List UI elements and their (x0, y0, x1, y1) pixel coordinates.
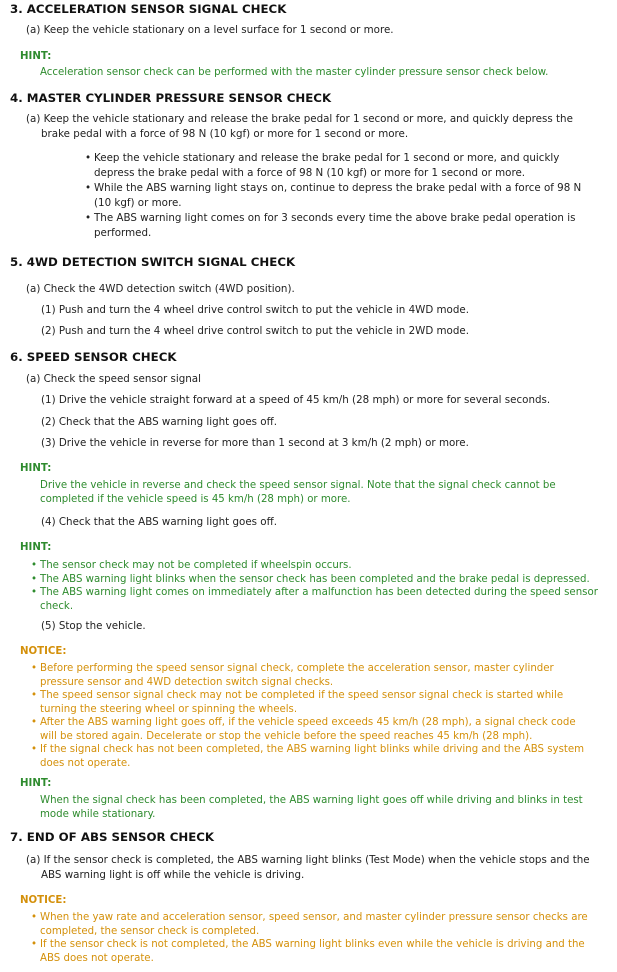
list-item: • Keep the vehicle stationary and release the brake pedal for 1 second or more, and quickly depress the brake pedal with a force of 98 N (10 kgf) or more for 1 second or more. (85, 152, 560, 179)
section-5-step-1: (1) Push and turn the 4 wheel drive control switch to put the vehicle in 4WD mode. (41, 304, 469, 316)
bullet-icon: • (31, 690, 38, 701)
section-5-step-a: (a) Check the 4WD detection switch (4WD position). (26, 283, 295, 295)
section-3-hint-label: HINT: (20, 51, 52, 62)
list-item: • If the signal check has not been completed, the ABS warning light blinks while driving and the ABS system does not operate. (31, 744, 585, 769)
section-6-hint-1-label: HINT: (20, 463, 52, 474)
section-6-step-a: (a) Check the speed sensor signal (26, 373, 201, 385)
section-7-notice-label: NOTICE: (20, 895, 67, 906)
list-item: • The ABS warning light comes on for 3 seconds every time the above brake pedal operation is performed. (85, 212, 576, 239)
section-3-step-a: (a) Keep the vehicle stationary on a level surface for 1 second or more. (26, 24, 394, 36)
section-6-step-2: (2) Check that the ABS warning light goes off. (41, 416, 277, 428)
section-6-step-5: (5) Stop the vehicle. (41, 620, 146, 632)
section-6-hint-3-text: When the signal check has been completed, the ABS warning light goes off while driving and blinks in test mode while stationary. (40, 795, 583, 820)
bullet-icon: • (31, 560, 38, 571)
section-6-step-3: (3) Drive the vehicle in reverse for more than 1 second at 3 km/h (2 mph) or more. (41, 437, 469, 449)
bullet-icon: • (31, 939, 38, 950)
bullet-icon: • (31, 717, 38, 728)
section-7-title: 7. END OF ABS SENSOR CHECK (10, 830, 215, 844)
list-item: • The sensor check may not be completed if wheelspin occurs. (31, 560, 352, 571)
list-item: • Before performing the speed sensor signal check, complete the acceleration sensor, master cylinder pressure sensor and 4WD detection switch signal checks. (31, 663, 554, 688)
section-4-bullet-list (85, 151, 585, 241)
bullet-icon: • (31, 744, 38, 755)
section-7-step-a-line1: (a) If the sensor check is completed, the ABS warning light blinks (Test Mode) when the vehicle stops and the (26, 854, 590, 866)
list-item: • While the ABS warning light stays on, continue to depress the brake pedal with a force of 98 N (10 kgf) or more. (85, 182, 582, 209)
bullet-icon: • (31, 663, 38, 674)
section-7-step-a-line2: ABS warning light is off while the vehicle is driving. (41, 869, 305, 881)
section-6-notice-label: NOTICE: (20, 646, 67, 657)
section-3-title: 3. ACCELERATION SENSOR SIGNAL CHECK (10, 2, 287, 16)
bullet-icon: • (31, 912, 38, 923)
bullet-icon: • (85, 152, 92, 164)
section-6-step-1: (1) Drive the vehicle straight forward at a speed of 45 km/h (28 mph) or more for several seconds. (41, 394, 551, 406)
section-3-hint-text: Acceleration sensor check can be performed with the master cylinder pressure sensor check below. (40, 67, 549, 78)
section-6-hint-1-text: Drive the vehicle in reverse and check the speed sensor signal. Note that the signal check cannot be completed if the vehicle speed is 45 km/h (28 mph) or more. (40, 480, 556, 505)
bullet-icon: • (31, 587, 38, 598)
section-4-step-a-line1: (a) Keep the vehicle stationary and release the brake pedal for 1 second or more, and quickly depress the (26, 113, 573, 125)
list-item: • After the ABS warning light goes off, if the vehicle speed exceeds 45 km/h (28 mph), a signal check code will be stored again. Decelerate or stop the vehicle before the speed reaches 45 km/h (28 mph). (31, 717, 576, 742)
list-item: • The speed sensor signal check may not be completed if the speed sensor signal check is started while turning the steering wheel or spinning the wheels. (31, 690, 564, 715)
section-6-notice-list (31, 662, 586, 770)
list-item: • If the sensor check is not completed, the ABS warning light blinks even while the vehicle is driving and the ABS does not operate. (31, 939, 585, 964)
section-5-title: 5. 4WD DETECTION SWITCH SIGNAL CHECK (10, 255, 296, 269)
section-4-step-a-line2: brake pedal with a force of 98 N (10 kgf) or more for 1 second or more. (41, 128, 409, 140)
section-6-hint-2-label: HINT: (20, 542, 52, 553)
bullet-icon: • (85, 182, 92, 194)
section-6-hint-2-list (31, 559, 611, 613)
section-4-title: 4. MASTER CYLINDER PRESSURE SENSOR CHECK (10, 91, 332, 105)
bullet-icon: • (31, 573, 38, 585)
section-6-title: 6. SPEED SENSOR CHECK (10, 350, 177, 364)
section-6-step-4: (4) Check that the ABS warning light goes off. (41, 516, 277, 528)
bullet-icon: • (85, 212, 92, 224)
list-item: • The ABS warning light blinks when the sensor check has been completed and the brake pedal is depressed. (31, 573, 590, 585)
section-6-hint-3-label: HINT: (20, 778, 52, 789)
section-7-notice-list (31, 911, 601, 965)
section-5-step-2: (2) Push and turn the 4 wheel drive control switch to put the vehicle in 2WD mode. (41, 325, 469, 337)
list-item: • The ABS warning light comes on immediately after a malfunction has been detected during the speed sensor check. (31, 587, 598, 612)
list-item: • When the yaw rate and acceleration sensor, speed sensor, and master cylinder pressure sensor checks are completed, the sensor check is completed. (31, 912, 588, 937)
